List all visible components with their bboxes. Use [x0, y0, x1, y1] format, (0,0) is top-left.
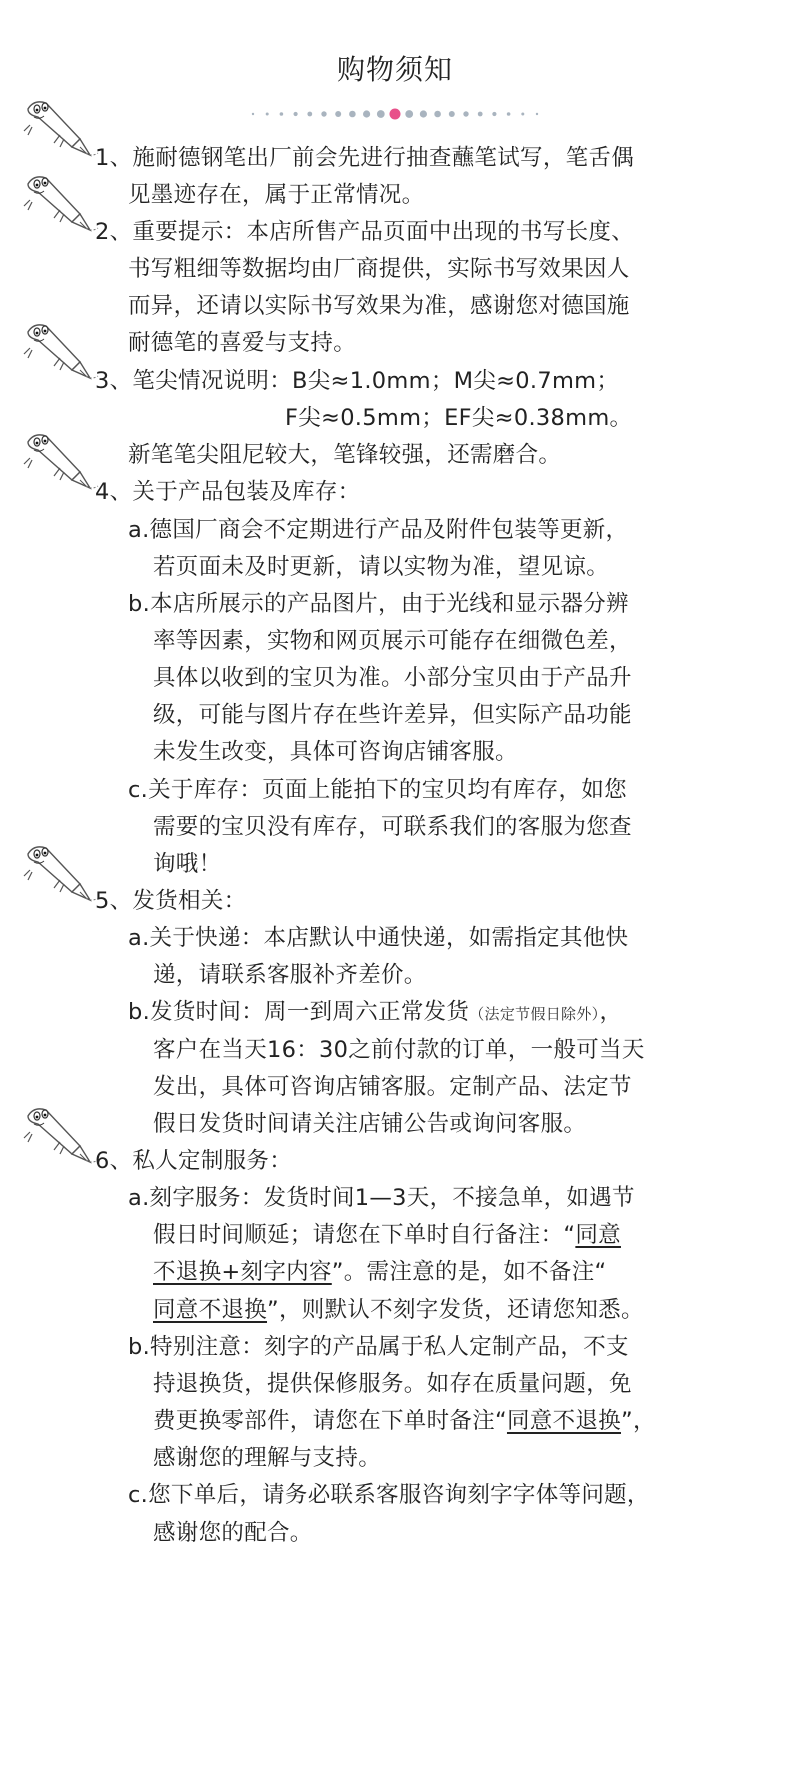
divider-dot	[434, 111, 441, 118]
text-line: 6、私人定制服务：	[95, 1148, 293, 1174]
text-line: 感谢您的配合。	[153, 1520, 313, 1546]
divider-dot	[335, 111, 341, 117]
dot-divider	[245, 107, 545, 121]
divider-dot	[321, 111, 326, 116]
text-line: 同意不退换”，则默认不刻字发货，还请您知悉。	[153, 1297, 644, 1323]
text-line: 5、发货相关：	[95, 888, 247, 914]
divider-dot	[266, 113, 269, 116]
divider-dot	[449, 111, 455, 117]
divider-dot	[405, 110, 413, 118]
text-line: 2、重要提示：本店所售产品页面中出现的书写长度、	[95, 219, 635, 245]
text-line: 询哦！	[153, 851, 222, 877]
text-line: 新笔笔尖阻尼较大，笔锋较强，还需磨合。	[128, 442, 562, 468]
text-line: 耐德笔的喜爱与支持。	[128, 330, 357, 356]
divider-dot	[377, 110, 385, 118]
divider-dot	[349, 111, 356, 118]
text-line: 感谢您的理解与支持。	[153, 1445, 382, 1471]
text-line: 4、关于产品包装及库存：	[95, 479, 361, 505]
text-line: 客户在当天16：30之前付款的订单，一般可当天	[153, 1037, 645, 1063]
pen-mascot-icon	[20, 1102, 100, 1172]
text-line: 具体以收到的宝贝为准。小部分宝贝由于产品升	[153, 665, 632, 691]
text-line: b.本店所展示的产品图片，由于光线和显示器分辨	[128, 591, 629, 617]
pen-mascot-icon	[20, 318, 100, 388]
text-line: 书写粗细等数据均由厂商提供，实际书写效果因人	[128, 256, 630, 282]
text-line: c.关于库存：页面上能拍下的宝贝均有库存，如您	[128, 777, 627, 803]
text-line: c.您下单后，请务必联系客服咨询刻字字体等问题，	[128, 1482, 650, 1508]
text-line: 不退换+刻字内容”。需注意的是，如不备注“	[153, 1259, 607, 1285]
text-line: 费更换零部件，请您在下单时备注“同意不退换”，	[153, 1408, 656, 1434]
text-line: a.德国厂商会不定期进行产品及附件包装等更新，	[128, 517, 629, 543]
divider-dot	[536, 113, 538, 115]
text-line: 假日时间顺延；请您在下单时自行备注：“同意	[153, 1222, 621, 1248]
divider-dot-accent	[390, 109, 401, 120]
text-line: 假日发货时间请关注店铺公告或询问客服。	[153, 1111, 587, 1137]
text-line: a.刻字服务：发货时间1—3天，不接急单，如遇节	[128, 1185, 635, 1211]
divider-dot	[521, 113, 524, 116]
divider-dot	[363, 110, 370, 117]
text-line: 1、施耐德钢笔出厂前会先进行抽查蘸笔试写，笔舌偶	[95, 145, 635, 171]
text-line: b.发货时间：周一到周六正常发货（法定节假日除外），	[128, 999, 623, 1025]
text-line: 未发生改变，具体可咨询店铺客服。	[153, 739, 518, 765]
divider-dot	[252, 113, 254, 115]
text-line: 若页面未及时更新，请以实物为准，望见谅。	[153, 554, 610, 580]
text-line: 见墨迹存在，属于正常情况。	[128, 182, 425, 208]
text-line: F尖≈0.5mm；EF尖≈0.38mm。	[285, 405, 633, 431]
text-line: 需要的宝贝没有库存，可联系我们的客服为您查	[153, 814, 632, 840]
divider-dot	[463, 111, 468, 116]
pen-mascot-icon	[20, 428, 100, 498]
divider-dot	[294, 112, 298, 116]
text-line: 3、笔尖情况说明：B尖≈1.0mm；M尖≈0.7mm；	[95, 368, 620, 394]
text-line: 而异，还请以实际书写效果为准，感谢您对德国施	[128, 293, 630, 319]
pen-mascot-icon	[20, 840, 100, 910]
text-line: b.特别注意：刻字的产品属于私人定制产品，不支	[128, 1334, 629, 1360]
text-line: 级，可能与图片存在些许差异，但实际产品功能	[153, 702, 632, 728]
text-line: 持退换货，提供保修服务。如存在质量问题，免	[153, 1371, 632, 1397]
divider-dot	[478, 112, 483, 117]
text-line: 发出，具体可咨询店铺客服。定制产品、法定节	[153, 1074, 632, 1100]
text-line: a.关于快递：本店默认中通快递，如需指定其他快	[128, 925, 629, 951]
text-line: 递，请联系客服补齐差价。	[153, 962, 427, 988]
divider-dot	[507, 112, 511, 116]
divider-dot	[420, 110, 427, 117]
pen-mascot-icon	[20, 170, 100, 240]
page-title: 购物须知	[336, 53, 453, 86]
divider-dot	[492, 112, 496, 116]
divider-dot	[307, 112, 312, 117]
divider-dot	[280, 112, 284, 116]
text-line: 率等因素，实物和网页展示可能存在细微色差，	[153, 628, 632, 654]
pen-mascot-icon	[20, 95, 100, 165]
